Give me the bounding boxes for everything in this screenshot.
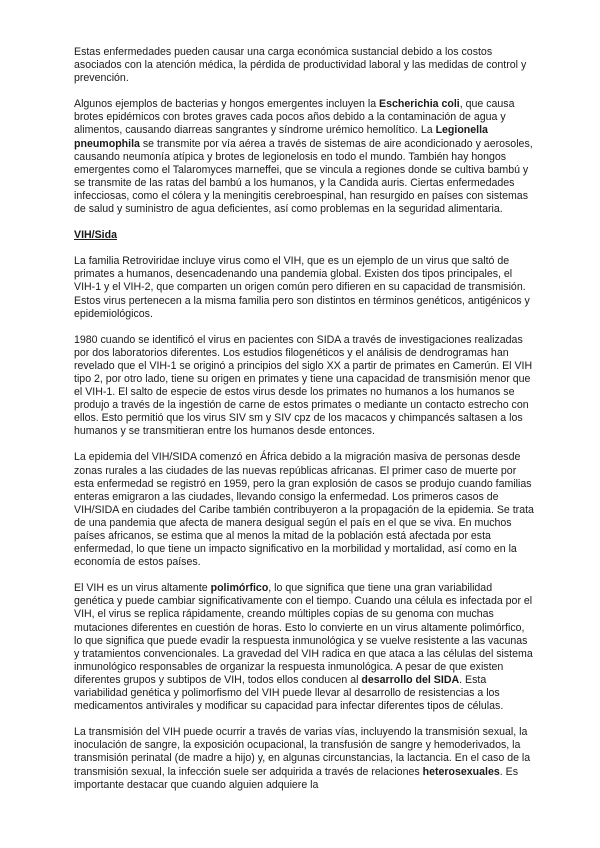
- paragraph-polymorphic: El VIH es un virus altamente polimórfico, lo que significa que tiene una gran variabilidad genética y puede cambiar significativamente con el tiempo. Cuando una célula es infectada por el VIH, el virus se replica rápidamente, creando múltiples copias de su genoma con muchas mutaciones diferentes en cuestión de horas. Esto lo convierte en un virus altamente polimórfico, lo que significa que puede evadir la respuesta inmunológica y se vuelve resistente a las vacunas y tratamientos convencionales. La gravedad del VIH radica en que ataca a las células del sistema inmunológico responsables de organizar la respuesta inmunológica. A pesar de que existen diferentes grupos y subtipos de VIH, todos ellos conducen al desarrollo del SIDA. Esta variabilidad genética y polimorfismo del VIH puede llevar al desarrollo de resistencias a los medicamentos antivirales y modificar su capacidad para infectar diferentes tipos de células.: [74, 582, 533, 713]
- paragraph-epidemic: La epidemia del VIH/SIDA comenzó en África debido a la migración masiva de personas desde zonas rurales a las ciudades de las nuevas repúblicas africanas. El primer caso de muerte por esta enfermedad se registró en 1959, pero la gran explosión de casos se produjo cuando familias enteras emigraron a las ciudades, llevando consigo la enfermedad. Los primeros casos de VIH/SIDA en ciudades del Caribe también contribuyeron a la propagación de la epidemia. Se trata de una pandemia que afecta de manera desigual según el país en el que se viva. En muchos países africanos, se estima que al menos la mitad de la población está afectada por esta enfermedad, lo que tiene un impacto significativo en la morbilidad y mortalidad, así como en la economía de estos países.: [74, 451, 534, 569]
- term-heterosexuales: heterosexuales: [422, 765, 500, 778]
- term-desarrollo-sida: desarrollo del SIDA: [361, 673, 460, 686]
- term-legionella: Legionella pneumophila: [74, 124, 488, 150]
- paragraph-retroviridae: La familia Retroviridae incluye virus como el VIH, que es un ejemplo de un virus que saltó de primates a humanos, desencadenando una pandemia global. Existen dos tipos principales, el VIH-1 y el VIH-2, que comparten un origen común pero difieren en su capacidad de transmisión. Estos virus pertenecen a la misma familia pero son distintos en términos genéticos, antigénicos y epidemiológicos.: [74, 255, 530, 320]
- term-polimorfico: polimórfico: [210, 582, 269, 595]
- section-heading-vih-sida: VIH/Sida: [74, 229, 117, 242]
- document-page: [74, 46, 534, 805]
- paragraph-origin-1980: 1980 cuando se identificó el virus en pacientes con SIDA a través de investigaciones realizadas por dos laboratorios diferentes. Los estudios filogenéticos y el análisis de dendrogramas han revelado que el VIH-1 se originó a principios del siglo XX a partir de primates en Camerún. El VIH tipo 2, por otro lado, tiene su origen en primates y tiene una capacidad de transmisión menor que el VIH-1. El salto de especie de estos virus desde los primates no humanos a los humanos se produjo a través de la ingestión de carne de estos primates o mediante un contacto estrecho con ellos. Esto permitió que los virus SIV sm y SIV cpz de los macacos y chimpancés saltasen a los humanos y se transmitieran entre los humanos desde entonces.: [74, 333, 533, 438]
- paragraph-transmission: La transmisión del VIH puede ocurrir a través de varias vías, incluyendo la transmisión sexual, la inoculación de sangre, la exposición ocupacional, la transfusión de sangre y hemoderivados, la transmisión perinatal (de madre a hijo) y, en algunas circunstancias, la lactancia. En el caso de la transmisión sexual, la infección suele ser adquirida a través de relaciones heterosexuales. Es importante destacar que cuando alguien adquiere la: [74, 726, 531, 791]
- term-escherichia-coli: Escherichia coli: [379, 98, 460, 111]
- paragraph-costs: Estas enfermedades pueden causar una carga económica sustancial debido a los costos asociados con la atención médica, la pérdida de productividad laboral y las medidas de control y prevención.: [74, 46, 527, 85]
- paragraph-bacteria-fungi: Algunos ejemplos de bacterias y hongos emergentes incluyen la Escherichia coli, que causa brotes epidémicos con brotes graves cada pocos años debido a la contaminación de agua y alimentos, causando diarreas sangrantes y síndrome urémico hemolítico. La Legionella pneumophila se transmite por vía aérea a través de sistemas de aire acondicionado y aerosoles, causando neumonía atípica y brotes de legionelosis en todo el mundo. También hay hongos emergentes como el Talaromyces marneffei, que se vincula a regiones donde se cultiva bambú y se transmite de las ratas del bambú a los humanos, y la Candida auris. Ciertas enfermedades infecciosas, como el cólera y la meningitis cerebroespinal, han resurgido en países con sistemas de salud y suministro de agua deficientes, así como problemas en la seguridad alimentaria.: [74, 98, 533, 216]
